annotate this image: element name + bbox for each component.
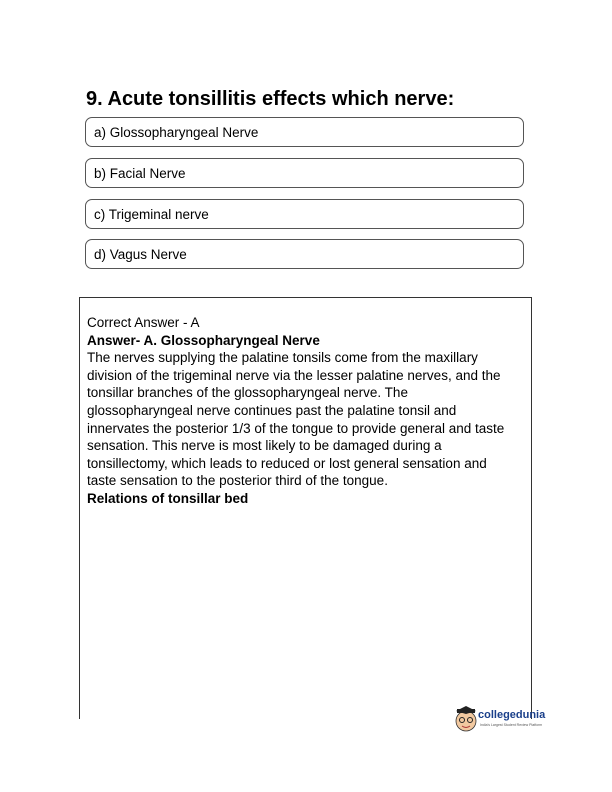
answer-subheading: Relations of tonsillar bed	[87, 490, 249, 506]
answer-heading: Answer- A. Glossopharyngeal Nerve	[87, 332, 320, 348]
option-b[interactable]: b) Facial Nerve	[85, 158, 524, 188]
brand-name: collegedunia	[478, 709, 546, 721]
question-title: 9. Acute tonsillitis effects which nerve:	[86, 88, 455, 110]
correct-answer: Correct Answer - A	[87, 315, 200, 330]
option-d[interactable]: d) Vagus Nerve	[85, 239, 524, 269]
option-c[interactable]: c) Trigeminal nerve	[85, 199, 524, 229]
option-a[interactable]: a) Glossopharyngeal Nerve	[85, 117, 524, 147]
answer-content	[87, 314, 517, 508]
brand-tagline: India's Largest Student Review Platform	[480, 723, 543, 727]
answer-explanation: The nerves supplying the palatine tonsils come from the maxillary division of the trigeminal nerve via the lesser palatine nerves, and the tonsillar branches of the glossopharyngeal nerve. The glossopharyngeal nerve continues past the palatine tonsil and innervates the posterior 1/3 of the tongue to provide general and taste sensation. This nerve is most likely to be damaged during a tonsillectomy, which leads to reduced or lost general sensation and taste sensation to the posterior third of the tongue.	[87, 350, 505, 489]
